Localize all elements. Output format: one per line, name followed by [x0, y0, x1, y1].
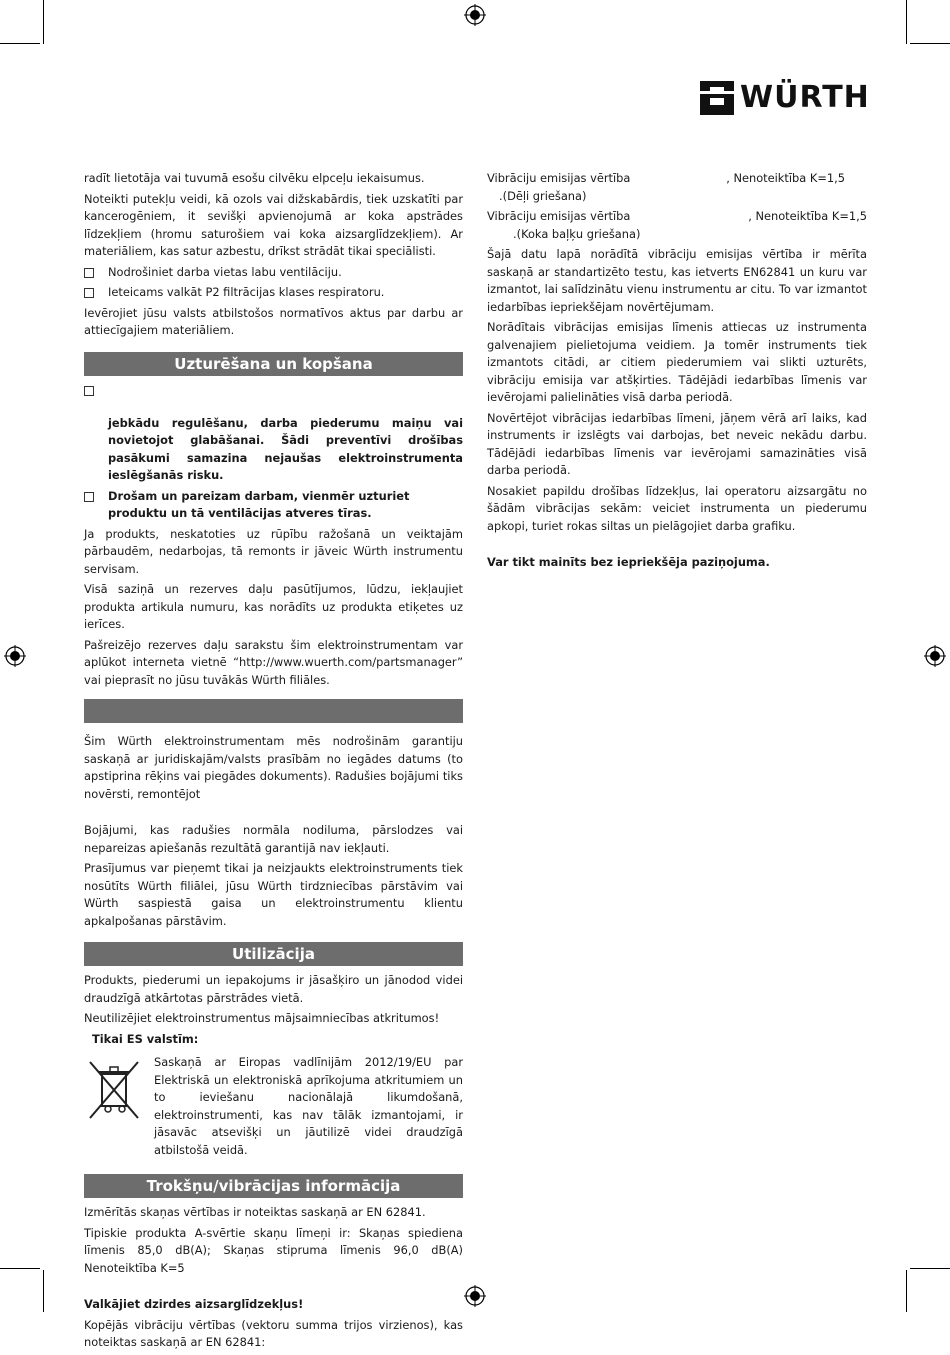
right-column [487, 170, 867, 575]
vibration-subnote: .(Koka baļķu griešana) [513, 226, 641, 241]
ear-protection-warning: Valkājiet dzirdes aizsarglīdzekļus! [84, 1297, 304, 1311]
bullet-text: Ieteicams valkāt P2 filtrācijas klases respiratoru. [108, 285, 385, 299]
bullet-text: Drošam un pareizam darbam, vienmēr uzturiet produktu un tā ventilācijas atveres tīras. [108, 488, 410, 520]
vibration-subnote: .(Dēļi griešana) [499, 188, 587, 203]
crop-mark [910, 43, 950, 44]
vibration-row [487, 170, 867, 188]
paragraph: Izmērītās skaņas vērtības ir noteiktas saskaņā ar EN 62841. [84, 1205, 426, 1219]
vibration-uncertainty: , Nenoteiktība K=1,5 [748, 209, 867, 223]
registration-mark-icon [464, 1285, 486, 1307]
section-header-noise: Trokšņu/vibrācijas informācija [84, 1174, 463, 1198]
checkbox-icon [84, 492, 94, 502]
paragraph: Norādītais vibrācijas emisijas līmenis attiecas uz instrumenta galvenajiem pielietojuma veidiem. Ja tomēr instruments tiek izmantots citādi, ar citiem piederumiem vai slikti uzturēts, vibrāciju emisija var atšķirties. Tādējādi iedarbības līmenis var ievērojami palielināties visā darba periodā. [487, 320, 867, 404]
paragraph-bold: jebkādu regulēšanu, darba piederumu maiņu vai novietojot glabāšanai. Šādi preventīvi drošības pasākumi samazina nejaušas elektroinstrumenta ieslēgšanās risku. [108, 415, 463, 482]
eu-only-label: Tikai ES valstīm: [92, 1031, 199, 1046]
paragraph: Neutilizējiet elektroinstrumentus mājsaimniecības atkritumos! [84, 1011, 440, 1025]
paragraph: Produkts, piederumi un iepakojums ir jāsašķiro un jānodod videi draudzīgā atkārtotas pārstrādes vietā. [84, 973, 463, 1005]
logo-text: WÜRTH [740, 80, 870, 115]
crossed-bin-icon [84, 1054, 144, 1124]
bullet-item [84, 488, 463, 523]
checkbox-icon [84, 268, 94, 278]
crop-mark [43, 0, 44, 44]
checkbox-icon [84, 288, 94, 298]
paragraph: Šim Würth elektroinstrumentam mēs nodrošinām garantiju saskaņā ar juridiskajām/valsts prasībām no iegādes datums (to apstiprina rēķins vai piegādes dokuments). Radušies bojājumi tiks novērsti, remontējot [84, 734, 463, 801]
vibration-row [487, 208, 867, 226]
paragraph: Novērtējot vibrācijas iedarbības līmeni, jāņem vērā arī laiks, kad instruments ir izslēgts vai darbojas, bet neveic nekādu darbu. Tādējādi iedarbības līmenis var ievērojami samazināties visā darba periodā. [487, 410, 867, 477]
weee-text: Saskaņā ar Eiropas vadlīnijām 2012/19/EU par Elektriskā un elektroniskā aprīkojuma atkritumiem un to ieviešanu nacionālajā likumdošanā, elektroinstrumenti, kas nav tālāk izmantojami, ir jāsavāc atsevišķi un jāutilizē videi draudzīgā atbilstošā veidā. [154, 1055, 463, 1157]
paragraph: Visā saziņā un rezerves daļu pasūtījumos, lūdzu, iekļaujiet produkta artikula numuru, kas norādīts uz produkta etiķetes uz ierīces. [84, 582, 463, 631]
crop-mark [43, 1270, 44, 1312]
registration-mark-icon [464, 4, 486, 26]
paragraph: Bojājumi, kas radušies normāla nodiluma, pārslodzes vai nepareizas apiešanās rezultātā garantijā nav iekļauti. [84, 823, 463, 855]
paragraph: radīt lietotāja vai tuvumā esošu cilvēku elpceļu iekaisumus. [84, 171, 425, 185]
bullet-item [84, 264, 463, 282]
crop-mark [906, 0, 907, 44]
checkbox-icon [84, 386, 94, 396]
bullet-text: Nodrošiniet darba vietas labu ventilāciju. [108, 264, 342, 279]
paragraph: Nosakiet papildu drošības līdzekļus, lai operatoru aizsargātu no šādām vibrācijas sekām: veiciet instrumenta un piederumu apkopi, turiet rokas siltas un pielāgojiet darba grafiku. [487, 483, 867, 533]
wurth-logo-icon [700, 81, 734, 115]
section-header-disposal: Utilizācija [84, 942, 463, 966]
vibration-label: Vibrāciju emisijas vērtība [487, 171, 631, 185]
crop-mark [0, 43, 40, 44]
registration-mark-icon [924, 645, 946, 667]
paragraph: Pašreizējo rezerves daļu sarakstu šim elektroinstrumentam var aplūkot interneta vietnē “http://www.wuerth.com/partsmanager” vai pieprasīt no jūsu tuvākās Würth filiāles. [84, 637, 463, 687]
crop-mark [906, 1270, 907, 1312]
weee-block [84, 1054, 463, 1162]
paragraph: Noteikti putekļu veidi, kā ozols vai dižskabārdis, tiek uzskatīti par kancerogēniem, it sevišķi apvienojumā ar koka apstrādes līdzekļiem (hromu saturošiem vai koka aizsarglīdzekļiem). Ar materiāliem, kas satur azbestu, drīkst strādāt tikai speciālisti. [84, 191, 463, 258]
change-notice: Var tikt mainīts bez iepriekšēja paziņojuma. [487, 555, 770, 569]
paragraph: Kopējās vibrāciju vērtības (vektoru summa trijos virzienos), kas noteiktas saskaņā ar EN 62841: [84, 1317, 463, 1349]
left-column [84, 170, 463, 1355]
paragraph: Ievērojiet jūsu valsts atbilstošos normatīvos aktus par darbu ar attiecīgajiem materiāliem. [84, 305, 463, 337]
vibration-uncertainty: , Nenoteiktība K=1,5 [726, 171, 845, 185]
bullet-item [84, 284, 463, 302]
paragraph: Tipiskie produkta A-svērtie skaņu līmeņi ir: Skaņas spiediena līmenis 85,0 dB(A); Skaņas stipruma līmenis 96,0 dB(A) Nenoteiktība K=5 [84, 1225, 463, 1275]
crop-mark [0, 1268, 40, 1269]
paragraph: Šajā datu lapā norādītā vibrāciju emisijas vērtība ir mērīta saskaņā ar standartizēto testu, kas ietverts EN62841 un kuru var izmantot, lai salīdzinātu vienu instrumentu ar citu. To var izmantot iedarbības iepriekšējam novērtējumam. [487, 247, 867, 314]
vibration-label: Vibrāciju emisijas vērtība [487, 209, 631, 223]
section-header-maintenance: Uzturēšana un kopšana [84, 352, 463, 376]
section-header-warranty [84, 699, 463, 723]
paragraph: Prasījumus var pieņemt tikai ja neizjaukts elektroinstruments tiek nosūtīts Würth filiālei, jūsu Würth tirdzniecības pārstāvim vai Würth saspiestā gaisa un elektroinstrumentu klientu apkalpošanas pārstāvim. [84, 861, 463, 928]
bullet-item [84, 382, 463, 396]
crop-mark [910, 1268, 950, 1269]
paragraph: Ja produkts, neskatoties uz rūpību ražošanā un veiktajām pārbaudēm, nedarbojas, tā remonts ir jāveic Würth instrumentu servisam. [84, 526, 463, 576]
wurth-logo [700, 80, 870, 115]
registration-mark-icon [4, 645, 26, 667]
